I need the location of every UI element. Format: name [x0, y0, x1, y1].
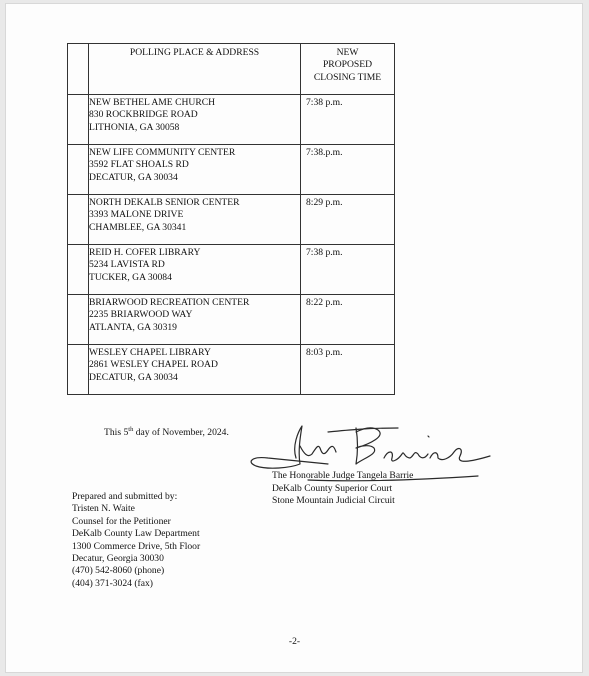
street-address: 3592 FLAT SHOALS RD: [89, 159, 189, 171]
polling-places-table: [67, 43, 395, 395]
prepared-line: DeKalb County Law Department: [72, 528, 200, 540]
header-closing-time: [301, 44, 395, 95]
prepared-by-block: [72, 491, 200, 590]
blank-column-cell: [68, 195, 89, 245]
dated-rest: day of November, 2024.: [133, 427, 229, 438]
blank-column-cell: [68, 44, 89, 95]
address-cell: [89, 195, 301, 245]
table-header-row: [68, 44, 395, 95]
place-name: BRIARWOOD RECREATION CENTER: [89, 297, 250, 308]
city-state-zip: TUCKER, GA 30084: [89, 271, 172, 283]
city-state-zip: DECATUR, GA 30034: [89, 371, 178, 383]
prepared-line: Decatur, Georgia 30030: [72, 553, 164, 565]
street-address: 5234 LAVISTA RD: [89, 259, 165, 271]
prepared-line: 1300 Commerce Drive, 5th Floor: [72, 540, 201, 552]
closing-time-cell: 7:38 p.m.: [301, 95, 395, 145]
address-cell: [89, 245, 301, 295]
circuit-name: Stone Mountain Judicial Circuit: [272, 495, 395, 507]
judge-signature-block: [272, 470, 413, 508]
blank-column-cell: [68, 345, 89, 395]
place-name: NEW BETHEL AME CHURCH: [89, 97, 216, 108]
address-cell: [89, 345, 301, 395]
city-state-zip: LITHONIA, GA 30058: [89, 121, 180, 133]
court-name: DeKalb County Superior Court: [272, 482, 393, 494]
prepared-line: (404) 371-3024 (fax): [72, 577, 153, 589]
table-row: [68, 95, 395, 145]
header-time-line: NEW: [336, 47, 359, 58]
place-name: WESLEY CHAPEL LIBRARY: [89, 347, 211, 358]
place-name: NORTH DEKALB SENIOR CENTER: [89, 197, 240, 208]
street-address: 2235 BRIARWOOD WAY: [89, 309, 193, 321]
city-state-zip: ATLANTA, GA 30319: [89, 321, 177, 333]
prepared-line: (470) 542-8060 (phone): [72, 565, 165, 577]
dated-line: [104, 426, 229, 438]
prepared-line: Prepared and submitted by:: [72, 491, 178, 502]
closing-time-cell: 7:38 p.m.: [301, 245, 395, 295]
prepared-line: Tristen N. Waite: [72, 503, 135, 515]
table-row: [68, 345, 395, 395]
prepared-line: Counsel for the Petitioner: [72, 515, 171, 527]
header-time-line: CLOSING TIME: [313, 71, 382, 83]
street-address: 830 ROCKBRIDGE ROAD: [89, 109, 198, 121]
dated-prefix: This 5: [104, 427, 129, 438]
table-row: [68, 145, 395, 195]
ordinal-suffix: th: [128, 426, 134, 433]
street-address: 3393 MALONE DRIVE: [89, 209, 184, 221]
table-row: [68, 195, 395, 245]
page-number: -2-: [288, 636, 301, 647]
blank-column-cell: [68, 245, 89, 295]
closing-time-cell: 8:03 p.m.: [301, 345, 395, 395]
place-name: NEW LIFE COMMUNITY CENTER: [89, 147, 236, 158]
header-polling-place: POLLING PLACE & ADDRESS: [89, 44, 301, 95]
blank-column-cell: [68, 145, 89, 195]
address-cell: [89, 145, 301, 195]
place-name: REID H. COFER LIBRARY: [89, 247, 201, 258]
table-row: [68, 245, 395, 295]
blank-column-cell: [68, 95, 89, 145]
header-time-line: PROPOSED: [322, 59, 373, 71]
address-cell: [89, 95, 301, 145]
blank-column-cell: [68, 295, 89, 345]
closing-time-cell: 8:29 p.m.: [301, 195, 395, 245]
closing-time-cell: 7:38.p.m.: [301, 145, 395, 195]
city-state-zip: DECATUR, GA 30034: [89, 171, 178, 183]
address-cell: [89, 295, 301, 345]
city-state-zip: CHAMBLEE, GA 30341: [89, 221, 187, 233]
judge-name: The Honorable Judge Tangela Barrie: [272, 470, 414, 481]
street-address: 2861 WESLEY CHAPEL ROAD: [89, 359, 218, 371]
table-row: [68, 295, 395, 345]
closing-time-cell: 8:22 p.m.: [301, 295, 395, 345]
